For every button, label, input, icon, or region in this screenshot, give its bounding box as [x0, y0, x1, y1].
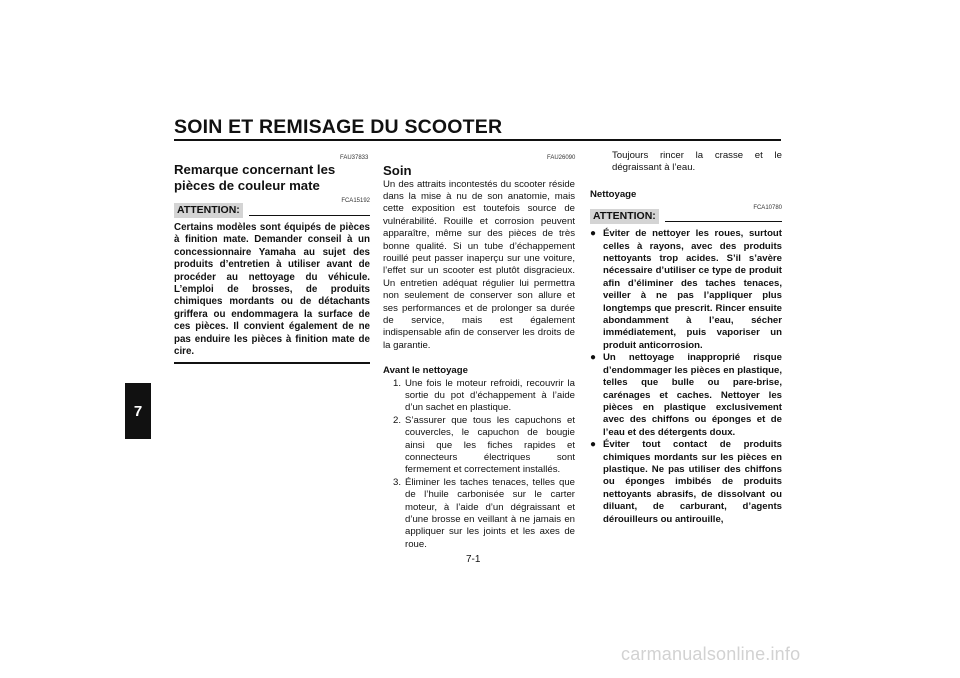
- attention-box-header: [174, 203, 370, 218]
- chapter-tab: 7: [125, 383, 151, 439]
- bullet-icon: ●: [590, 228, 597, 240]
- list-item: ● Éviter de nettoyer les roues, surtout celles à rayons, avec des produits nettoyants trop acides. S’il s’avère nécessaire d’utiliser ce type de produit afin d’éliminer des taches tenaces, veiller à ne pas l’appliquer plus longtemps que prescrit. Rincer ensuite abondamment à l’eau, sécher immédiatement, puis vaporiser un produit anticorrosion.: [590, 228, 782, 351]
- bullet-icon: ●: [590, 352, 597, 364]
- cleaning-warnings: [590, 228, 782, 526]
- cleaning-steps: [393, 378, 575, 552]
- attention-code: FCA15192: [341, 198, 370, 204]
- column-2: [383, 163, 575, 551]
- header-rule: [174, 139, 781, 141]
- reference-code: FAU26090: [547, 155, 576, 161]
- rinse-continued: Toujours rincer la crasse et le dégraissant à l’eau.: [612, 150, 782, 174]
- list-item: ● Un nettoyage inapproprié risque d’endommager les pièces en plastique, telles que bulle ou pare-brise, carénages et caches. Nettoyer les pièces en plastique exclusivement avec des chiffons ou éponges et de l’eau et des détergents doux.: [590, 352, 782, 438]
- column-3: [590, 150, 782, 526]
- page-number: 7-1: [466, 554, 481, 565]
- attention-rule: [665, 221, 782, 223]
- list-item: 1. Une fois le moteur refroidi, recouvrir la sortie du pot d’échappement à l’aide d’un sachet en plastique.: [393, 377, 575, 414]
- watermark: carmanualsonline.info: [621, 644, 801, 664]
- attention-label: ATTENTION:: [174, 203, 243, 218]
- attention-code: FCA10780: [753, 205, 782, 212]
- page-title: SOIN ET REMISAGE DU SCOOTER: [174, 116, 503, 138]
- subheading-cleaning: Nettoyage: [590, 188, 637, 200]
- attention-box-header: [590, 209, 782, 224]
- attention-label: ATTENTION:: [590, 209, 659, 224]
- list-item: 3. Éliminer les taches tenaces, telles que de l’huile carbonisée sur le carter moteur, à l’aide d’un dégraissant et d’une brosse en veillant à ne jamais en appliquer sur les joints et les axes de roue.: [393, 476, 575, 550]
- attention-text: Certains modèles sont équipés de pièces à finition mate. Demander conseil à un concessionnaire Yamaha au sujet des produits d’entretien à utiliser avant de procéder au nettoyage du véhicule. L’emploi de brosses, de produits chimiques mordants ou de détachants griffera ou endommagera la surface de ces pièces. Il convient également de ne pas enduire les pièces à finition mate de cire.: [174, 222, 370, 358]
- bullet-icon: ●: [590, 439, 597, 451]
- section-heading-care: Soin: [383, 163, 412, 178]
- section-heading-matte: Remarque concernant les pièces de couleur mate: [174, 162, 336, 193]
- reference-code: FAU37833: [340, 155, 369, 161]
- care-intro: Un des attraits incontestés du scooter réside dans la mise à nu de son anatomie, mais cette exposition est toutefois source de vulnérabilité. Rouille et corrosion peuvent apparaître, même sur des pièces de très bonne qualité. Si un tube d’échappement rouillé peut passer inaperçu sur une voiture, l’effet sur un scooter est plutôt disgracieux. Un entretien adéquat régulier lui permettra non seulement de conserver son allure et ses performances et de prolonger sa durée de service, mais est également indispensable afin de conserver les droits de la garantie.: [383, 178, 575, 351]
- subheading-before-cleaning: Avant le nettoyage: [383, 365, 468, 377]
- list-item: ● Éviter tout contact de produits chimiques mordants sur les pièces en plastique. Ne pas utiliser des chiffons ou éponges imbibés de produits nettoyants abrasifs, de dissolvant ou diluant, de carburant, d’agents dérouilleurs ou antirouille,: [590, 439, 782, 525]
- list-item: 2. S’assurer que tous les capuchons et couvercles, le capuchon de bougie ainsi que les fiches rapides et connecteurs électriques sont fermement et correctement installés.: [393, 414, 575, 476]
- column-1: [174, 162, 370, 364]
- attention-end-rule: [174, 362, 370, 364]
- attention-rule: [249, 215, 370, 217]
